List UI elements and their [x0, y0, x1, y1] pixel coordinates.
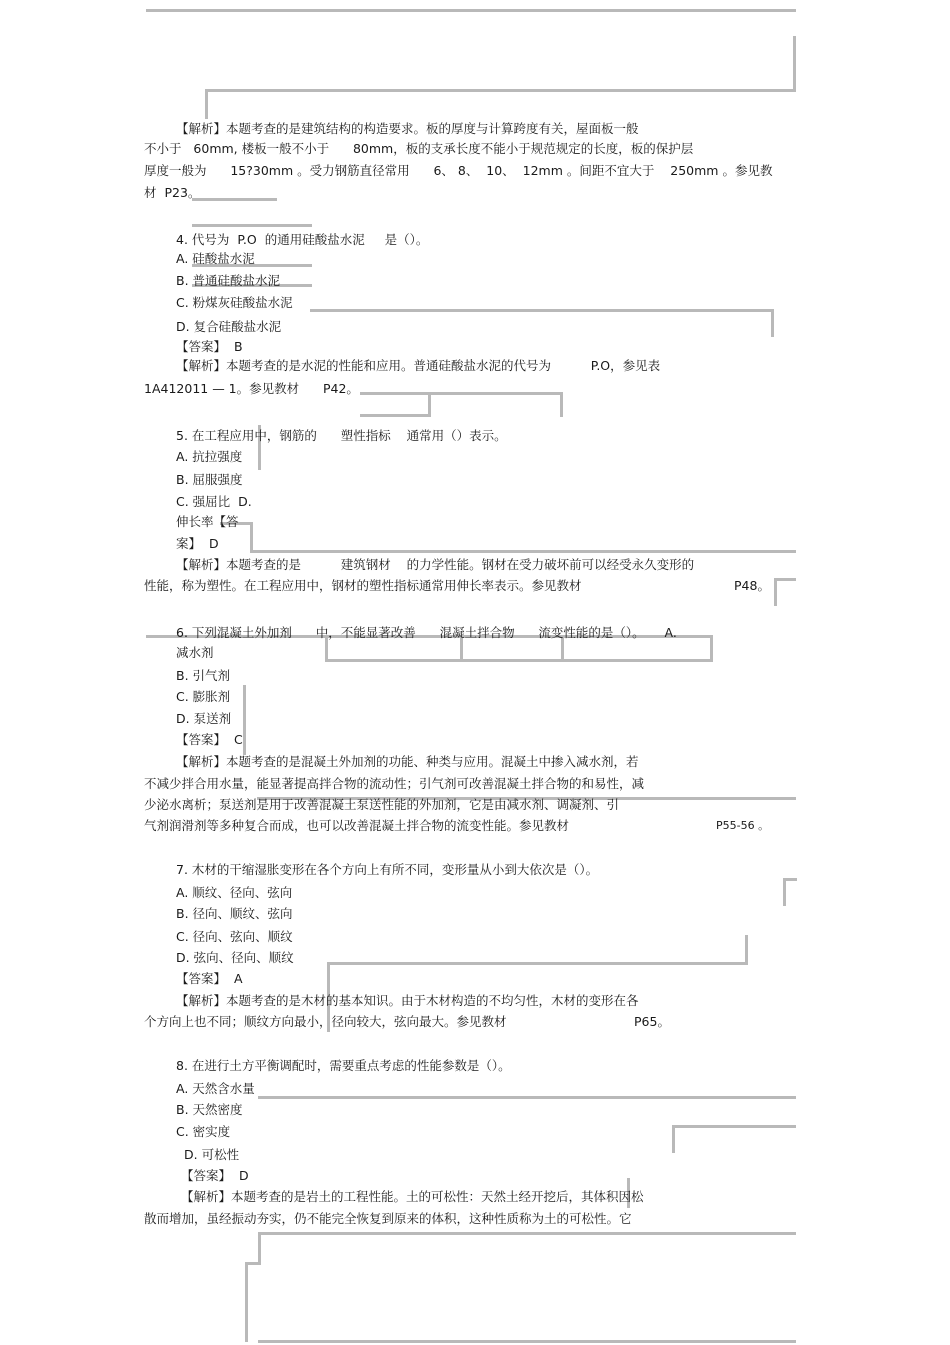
- answer: 案】 D: [176, 536, 219, 551]
- analysis-line: 【解析】本题考查的是岩土的工程性能。土的可松性：天然土经开挖后，其体积因松: [181, 1189, 644, 1204]
- analysis-line: 材 P23。: [144, 185, 201, 200]
- scan-line: [428, 392, 431, 417]
- question-stem: 8. 在进行土方平衡调配时，需要重点考虑的性能参数是（）。: [176, 1058, 511, 1073]
- scan-line: [192, 198, 277, 201]
- analysis-line: 【解析】本题考查的是水泥的性能和应用。普通硅酸盐水泥的代号为 P.O，参见表: [176, 358, 661, 373]
- option-d: D. 可松性: [184, 1147, 240, 1162]
- scan-line: [205, 89, 795, 92]
- option-a: A. 抗拉强度: [176, 449, 243, 464]
- option-c: C. 膨胀剂: [176, 689, 231, 704]
- page-reference: P55-56 。: [716, 819, 770, 832]
- option-c: C. 粉煤灰硅酸盐水泥: [176, 295, 293, 310]
- option-b: B. 径向、顺纹、弦向: [176, 906, 293, 921]
- answer: 【答案】 B: [176, 339, 243, 354]
- scan-line: [250, 550, 796, 553]
- question-stem: 6. 下列混凝土外加剂 中，不能显著改善 混凝土拌合物 流变性能的是（）。 A.: [176, 625, 677, 640]
- option-c: C. 密实度: [176, 1124, 231, 1139]
- scan-line: [771, 309, 774, 337]
- scan-line: [774, 578, 777, 606]
- analysis-line: 少泌水离析；泵送剂是用于改善混凝土泵送性能的外加剂，它是由减水剂、调凝剂、引: [144, 797, 620, 812]
- analysis-line: 性能，称为塑性。在工程应用中，钢材的塑性指标通常用伸长率表示。参见教材: [144, 578, 582, 593]
- scan-line: [146, 9, 796, 12]
- question-stem: 4. 代号为 P.O 的通用硅酸盐水泥 是（）。: [176, 232, 429, 247]
- analysis-line: 【解析】本题考查的是建筑结构的构造要求。板的厚度与计算跨度有关，屋面板一般: [176, 121, 639, 136]
- scan-line: [205, 89, 208, 119]
- analysis-line: 不小于 60mm, 楼板一般不小于 80mm，板的支承长度不能小于规范规定的长度，板的保护层: [144, 141, 694, 156]
- question-stem: 7. 木材的干缩湿胀变形在各个方向上有所不同，变形量从小到大依次是（）。: [176, 862, 599, 877]
- scan-line: [192, 224, 312, 227]
- option-b: B. 屈服强度: [176, 472, 243, 487]
- scan-line: [672, 1125, 796, 1128]
- analysis-line: 个方向上也不同；顺纹方向最小，径向较大，弦向最大。参见教材: [144, 1014, 507, 1029]
- scan-line: [258, 1232, 261, 1264]
- scan-line: [672, 1125, 675, 1153]
- option-b: B. 天然密度: [176, 1102, 243, 1117]
- analysis-line: 厚度一般为 15?30mm 。受力钢筋直径常用 6、 8、 10、 12mm 。间距不宜大于 250mm 。参见教: [144, 163, 773, 178]
- page-reference: P48。: [734, 578, 770, 593]
- scan-line: [360, 414, 430, 417]
- option-a: A. 天然含水量: [176, 1081, 255, 1096]
- page-reference: P65。: [634, 1014, 670, 1029]
- option-b: B. 普通硅酸盐水泥: [176, 273, 281, 288]
- question-stem: 5. 在工程应用中，钢筋的 塑性指标 通常用（）表示。: [176, 428, 507, 443]
- analysis-line: 不减少拌合用水量，能显著提高拌合物的流动性；引气剂可改善混凝土拌合物的和易性，减: [144, 776, 645, 791]
- scan-line: [327, 962, 748, 965]
- scan-line: [325, 659, 713, 662]
- analysis-line: 【解析】本题考查的是 建筑钢材 的力学性能。钢材在受力破坏前可以经受永久变形的: [176, 557, 695, 572]
- option-c-d: C. 强屈比 D.: [176, 494, 252, 509]
- scan-line: [745, 935, 748, 965]
- scan-line: [250, 522, 253, 552]
- option-a: A. 顺纹、径向、弦向: [176, 885, 293, 900]
- scan-line: [710, 635, 713, 661]
- option-d: D. 复合硅酸盐水泥: [176, 319, 282, 334]
- option-b: B. 引气剂: [176, 668, 231, 683]
- option-c: C. 径向、弦向、顺纹: [176, 929, 293, 944]
- analysis-line: 【解析】本题考查的是混凝土外加剂的功能、种类与应用。混凝土中掺入减水剂，若: [176, 754, 639, 769]
- option-a: 减水剂: [176, 645, 214, 660]
- answer: 【答案】 A: [176, 971, 243, 986]
- scan-line: [245, 1262, 248, 1342]
- scan-line: [258, 1096, 796, 1099]
- answer: 【答案】 D: [181, 1168, 249, 1183]
- analysis-line: 气剂润滑剂等多种复合而成，也可以改善混凝土拌合物的流变性能。参见教材: [144, 818, 570, 833]
- scan-line: [243, 685, 246, 755]
- scan-line: [774, 578, 796, 581]
- answer: 【答案】 C: [176, 732, 243, 747]
- option-d-continued: 伸长率【答: [176, 514, 239, 529]
- analysis-line: 1A412011 — 1。参见教材 P42。: [144, 381, 359, 396]
- option-d: D. 泵送剂: [176, 711, 232, 726]
- scan-line: [793, 36, 796, 92]
- analysis-line: 【解析】本题考查的是木材的基本知识。由于木材构造的不均匀性，木材的变形在各: [176, 993, 639, 1008]
- scan-line: [258, 1232, 796, 1235]
- scan-line: [783, 878, 786, 906]
- analysis-line: 散而增加，虽经振动夯实，仍不能完全恢复到原来的体积，这种性质称为土的可松性。它: [144, 1211, 632, 1226]
- option-d: D. 弦向、径向、顺纹: [176, 950, 294, 965]
- scan-line: [310, 309, 773, 312]
- scan-line: [360, 392, 562, 395]
- scan-line: [560, 392, 563, 417]
- scan-line: [258, 1340, 796, 1343]
- option-a: A. 硅酸盐水泥: [176, 251, 255, 266]
